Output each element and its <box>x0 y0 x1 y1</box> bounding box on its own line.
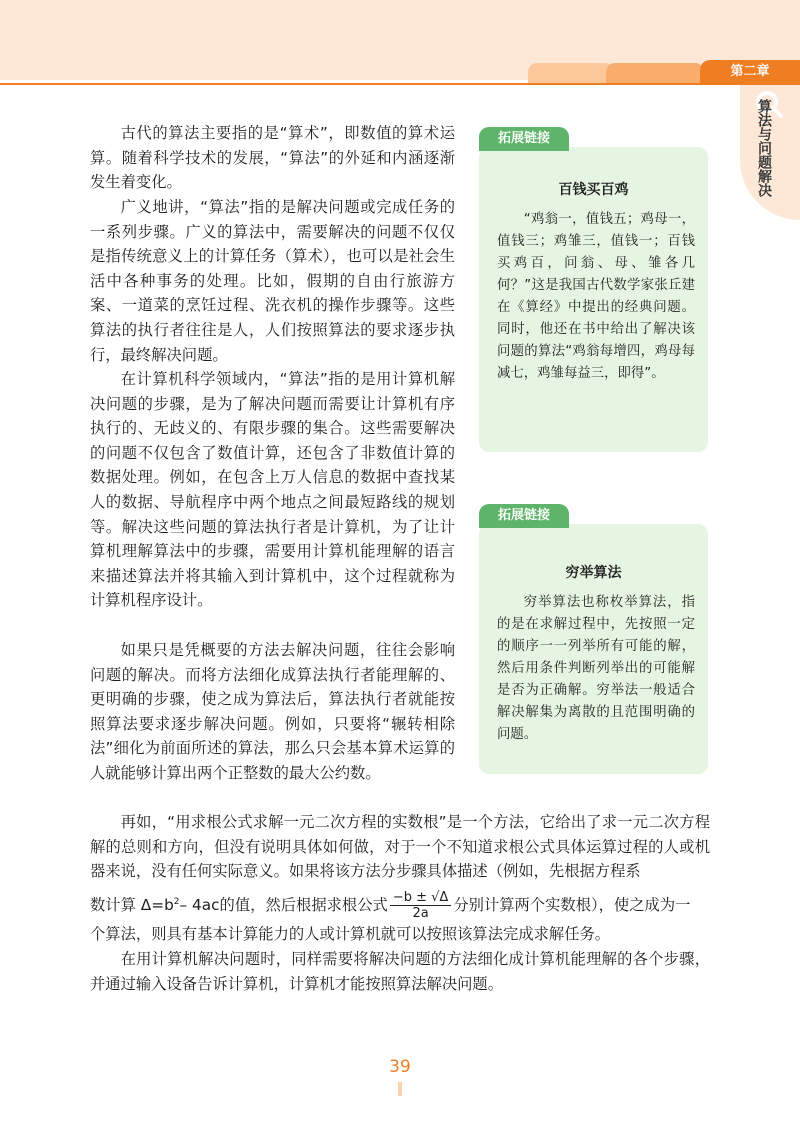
formula-prefix: 数计算 <box>90 896 136 915</box>
paragraph-4: 如果只是凭概要的方法去解决问题，往往会影响问题的解决。而将方法细化成算法执行者能理解的、更明确的步骤，使之成为算法后，算法执行者就能按照算法要求逐步解决问题。例如，只要将“辗转相除法”细化为前面所述的算法，那么只会基本算术运算的人就能够计算出两个正整数的最大公约数。 <box>90 641 455 782</box>
root-denominator: 2a <box>412 906 429 922</box>
page-number: 39 <box>389 1057 411 1077</box>
paragraph-6: 在用计算机解决问题时，同样需要将解决问题的方法细化成计算机能理解的各个步骤，并通过输入设备告诉计算机，计算机才能按照算法解决问题。 <box>90 950 710 993</box>
box-tab-label: 拓展链接 <box>479 504 569 528</box>
header-rule <box>0 83 800 85</box>
root-numerator: −b ± √Δ <box>390 890 451 906</box>
box-text: 穷举算法也称枚举算法，指的是在求解过程中，先按照一定的顺序一一列举所有可能的解，然后用条件判断列举出的可能解是否为正确解。穷举法一般适合解决解集为离散的且范围明确的问题。 <box>497 595 695 742</box>
extension-box-1 <box>479 131 708 452</box>
side-title: 算法与问题解决 <box>756 99 772 197</box>
paragraph-1: 古代的算法主要指的是“算术”，即数值的算术运算。随着科学技术的发展，“算法”的外延和内涵逐渐发生着变化。 <box>90 124 455 192</box>
extension-box-2 <box>479 508 708 774</box>
box-title: 百钱买百鸡 <box>558 182 629 198</box>
paragraph-3: 在计算机科学领域内，“算法”指的是用计算机解决问题的步骤，是为了解决问题而需要让计算机有序执行的、无歧义的、有限步骤的集合。这些需要解决的问题不仅包含了数值计算，还包含了非数值计算的数据处理。例如，在包含上万人信息的数据中查找某人的数据、导航程序中两个地点之间最短路线的规划等。解决这些问题的算法执行者是计算机，为了让计算机理解算法中的步骤，需要用计算机能理解的语言来描述算法并将其输入到计算机中，这个过程就称为计算机程序设计。 <box>90 370 455 610</box>
chapter-tab: 第二章 <box>700 60 800 83</box>
delta-expression: $\Delta=b^2-$ 4ac <box>140 896 220 915</box>
header-tab-decor <box>606 63 704 83</box>
root-formula <box>390 890 451 921</box>
paragraph-5: 再如，“用求根公式求解一元二次方程的实数根”是一个方法，它给出了求一元二次方程解的总则和方向，但没有说明具体如何做，对于一个不知道求根公式具体运算过程的人或机器来说，没有任何实际意义。如果将该方法分步骤具体描述（例如，先根据方程系 <box>90 813 710 881</box>
box-title: 穷举算法 <box>565 565 622 581</box>
paragraph-2: 广义地讲，“算法”指的是解决问题或完成任务的一系列步骤。广义的算法中，需要解决的问题不仅仅是指传统意义上的计算任务（算术），也可以是社会生活中各种事务的处理。比如，假期的自由行旅游方案、一道菜的烹饪过程、洗衣机的操作步骤等。这些算法的执行者往往是人，人们按照算法的要求逐步执行，最终解决问题。 <box>90 198 455 364</box>
paragraph-5-continued: 个算法，则具有基本计算能力的人或计算机就可以按照该算法完成求解任务。 <box>90 925 611 943</box>
formula-suffix: 分别计算两个实数根），使之成为一 <box>453 896 691 915</box>
box-text: “鸡翁一，值钱五；鸡母一，值钱三；鸡雏三，值钱一；百钱买鸡百，问翁、母、雏各几何？”这是我国古代数学家张丘建在《算经》中提出的经典问题。同时，他还在书中给出了解决该问题的算法“鸡翁每增四，鸡母每减七，鸡雏每益三，即得”。 <box>497 212 695 381</box>
formula-line <box>90 885 715 922</box>
page-marker <box>398 1082 402 1096</box>
box-tab-label: 拓展链接 <box>479 127 569 151</box>
formula-mid: 的值，然后根据求根公式 <box>219 896 388 915</box>
header-tab-decor <box>528 63 614 83</box>
side-chapter-tab <box>740 85 800 220</box>
